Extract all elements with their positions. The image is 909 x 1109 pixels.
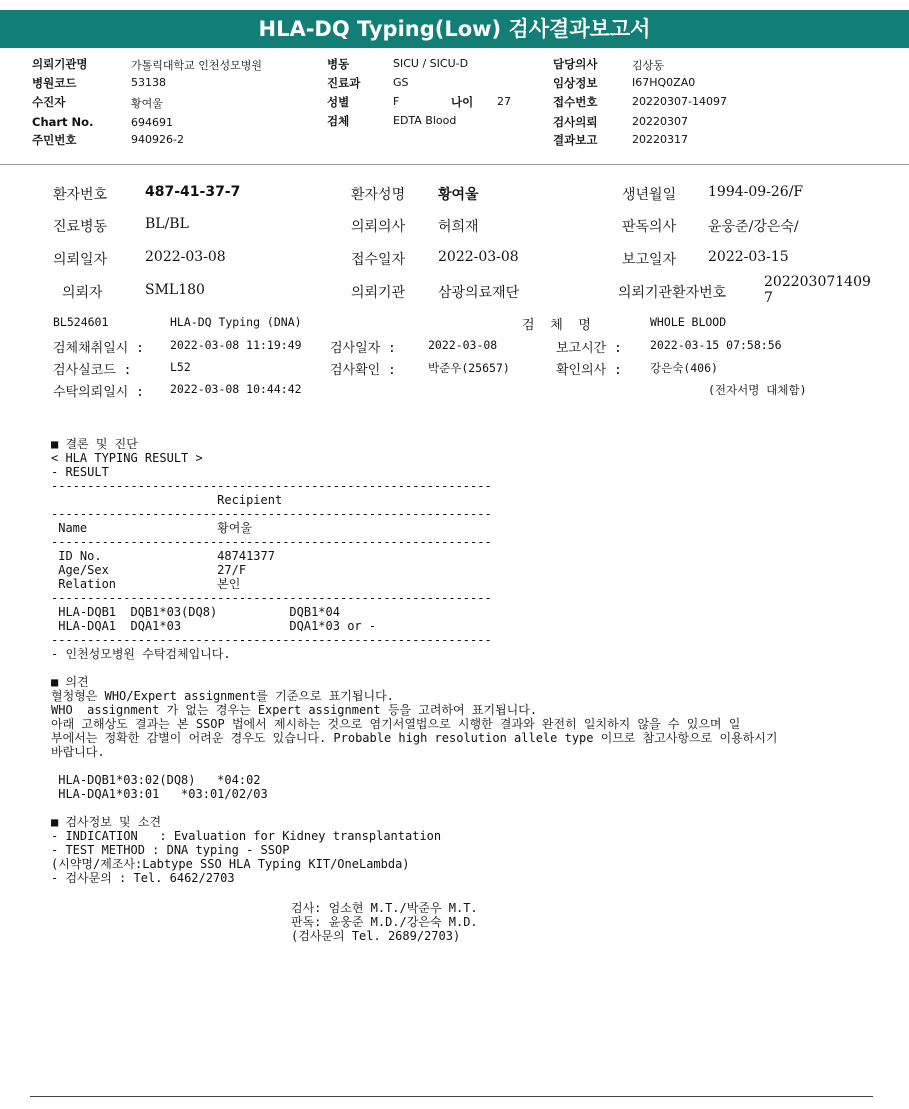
header-value: F: [393, 95, 400, 108]
patient-value: SML180: [145, 282, 205, 298]
header-label: Chart No.: [32, 115, 94, 129]
header-label: 의뢰기관명: [32, 57, 88, 71]
header-label: 임상정보: [553, 76, 598, 90]
patient-value: 2022-03-15: [708, 249, 789, 265]
doctor-label: 확인의사 :: [556, 363, 622, 378]
header-label: 성별: [327, 95, 350, 109]
patient-label: 생년월일: [622, 187, 677, 203]
confirm-label: 검사확인 :: [330, 363, 396, 378]
signature-block: 검사: 엄소현 M.T./박준우 M.T. 판독: 윤웅준 M.D./강은숙 M.D. (검사문의 Tel. 2689/2703): [291, 901, 478, 943]
header-value: SICU / SICU-D: [393, 57, 469, 70]
header-label: 진료과: [327, 76, 361, 90]
header-value: 가톨릭대학교 인천성모병원: [131, 59, 263, 72]
footer-divider: [30, 1096, 873, 1097]
patient-value: 2022-03-08: [438, 249, 519, 265]
patient-value: BL/BL: [145, 216, 189, 232]
header-value: I67HQ0ZA0: [632, 76, 696, 89]
patient-label: 판독의사: [622, 219, 677, 235]
patient-label: 의뢰자: [62, 285, 103, 301]
header-value: EDTA Blood: [393, 114, 457, 127]
room-value: L52: [170, 360, 191, 374]
age-value: 27: [497, 95, 511, 108]
header-label: 검체: [327, 114, 350, 128]
patient-label: 의뢰일자: [53, 252, 108, 268]
header-label: 검사의뢰: [553, 115, 598, 129]
report-time-label: 보고시간 :: [556, 341, 622, 356]
patient-value: 202203071409 7: [764, 274, 871, 306]
patient-value: 삼광의료재단: [438, 285, 520, 301]
patient-value: 허희재: [438, 219, 479, 235]
header-label: 병원코드: [32, 76, 77, 90]
patient-label: 환자성명: [351, 187, 406, 203]
collect-value: 2022-03-08 11:19:49: [170, 338, 302, 352]
header-value: 20220317: [632, 133, 688, 146]
patient-label: 환자번호: [53, 187, 108, 203]
report-time-value: 2022-03-15 07:58:56: [650, 338, 782, 352]
patient-label: 의뢰기관: [351, 285, 406, 301]
header-label: 담당의사: [553, 57, 598, 71]
specimen-label: 검 체 명: [522, 318, 591, 333]
room-label: 검사실코드 :: [53, 363, 132, 378]
header-divider: [0, 164, 909, 165]
header-value: 김상동: [632, 59, 664, 72]
doctor-value: 강은숙(406): [650, 361, 718, 375]
patient-label: 의뢰의사: [351, 219, 406, 235]
patient-label: 진료병동: [53, 219, 108, 235]
header-value: 20220307-14097: [632, 95, 727, 108]
confirm-value: 박준우(25657): [428, 361, 510, 375]
patient-value: 2022-03-08: [145, 249, 226, 265]
header-value: 694691: [131, 116, 173, 129]
header-label: 접수번호: [553, 95, 598, 109]
header-value: GS: [393, 76, 409, 89]
patient-label: 의뢰기관환자번호: [618, 285, 727, 301]
header-value: 20220307: [632, 115, 688, 128]
patient-value: 487-41-37-7: [145, 184, 241, 200]
specimen-value: WHOLE BLOOD: [650, 315, 727, 329]
patient-value: 윤웅준/강은숙/: [708, 219, 799, 235]
header-value: 53138: [131, 76, 166, 89]
test-name: HLA-DQ Typing (DNA): [170, 315, 302, 329]
outsource-value: 2022-03-08 10:44:42: [170, 382, 302, 396]
patient-value: 1994-09-26/F: [708, 184, 804, 200]
test-code: BL524601: [53, 315, 109, 329]
esign-note: (전자서명 대체함): [708, 383, 807, 397]
patient-label: 접수일자: [351, 252, 406, 268]
header-value: 황여울: [131, 97, 163, 110]
patient-value: 황여울: [438, 187, 479, 203]
collect-label: 검체채취일시 :: [53, 341, 145, 356]
header-label: 병동: [327, 57, 350, 71]
report-body: ■ 결론 및 진단 < HLA TYPING RESULT > - RESULT ------------------------------------------------------------- Recipient ------------------------------------------------------------- Name 황여울 ------------------------------------------------------------- ID No. 48741377 Age/Sex 27/F Relation 본인 ------------------------------------------------------------- HLA-DQB1 DQB1*03(DQ8) DQB1*04 HLA-DQA1 DQA1*03 DQA1*03 or - ------------------------------------------------------------- - 인천성모병원 수탁검체입니다. ■ 의견 혈청형은 WHO/Expert assignment를 기준으로 표기됩니다. WHO assignment 가 없는 경우는 Expert assignment 등을 고려하여 표기됩니다. 아래 고해상도 결과는 본 SSOP 법에서 제시하는 것으로 염기서열법으로 시행한 결과와 완전히 일치하지 않을 수 있으며 일 부에서는 정확한 감별이 어려운 경우도 있습니다. Probable high resolution allele type 이므로 참고사항으로 이용하시기 바랍니다. HLA-DQB1*03:02(DQ8) *04:02 HLA-DQA1*03:01 *03:01/02/03 ■ 검사정보 및 소견 - INDICATION : Evaluation for Kidney transplantation - TEST METHOD : DNA typing - SSOP (시약명/제조사:Labtype SSO HLA Typing KIT/OneLambda) - 검사문의 : Tel. 6462/2703: [51, 437, 778, 885]
report-title: HLA-DQ Typing(Low) 검사결과보고서: [0, 10, 909, 48]
header-label: 수진자: [32, 95, 66, 109]
patient-label: 보고일자: [622, 252, 677, 268]
test-date-value: 2022-03-08: [428, 338, 498, 352]
header-value: 940926-2: [131, 133, 184, 146]
test-date-label: 검사일자 :: [330, 341, 396, 356]
outsource-label: 수탁의뢰일시 :: [53, 385, 145, 400]
age-label: 나이: [451, 95, 474, 109]
header-label: 결과보고: [553, 133, 598, 147]
header-label: 주민번호: [32, 133, 77, 147]
